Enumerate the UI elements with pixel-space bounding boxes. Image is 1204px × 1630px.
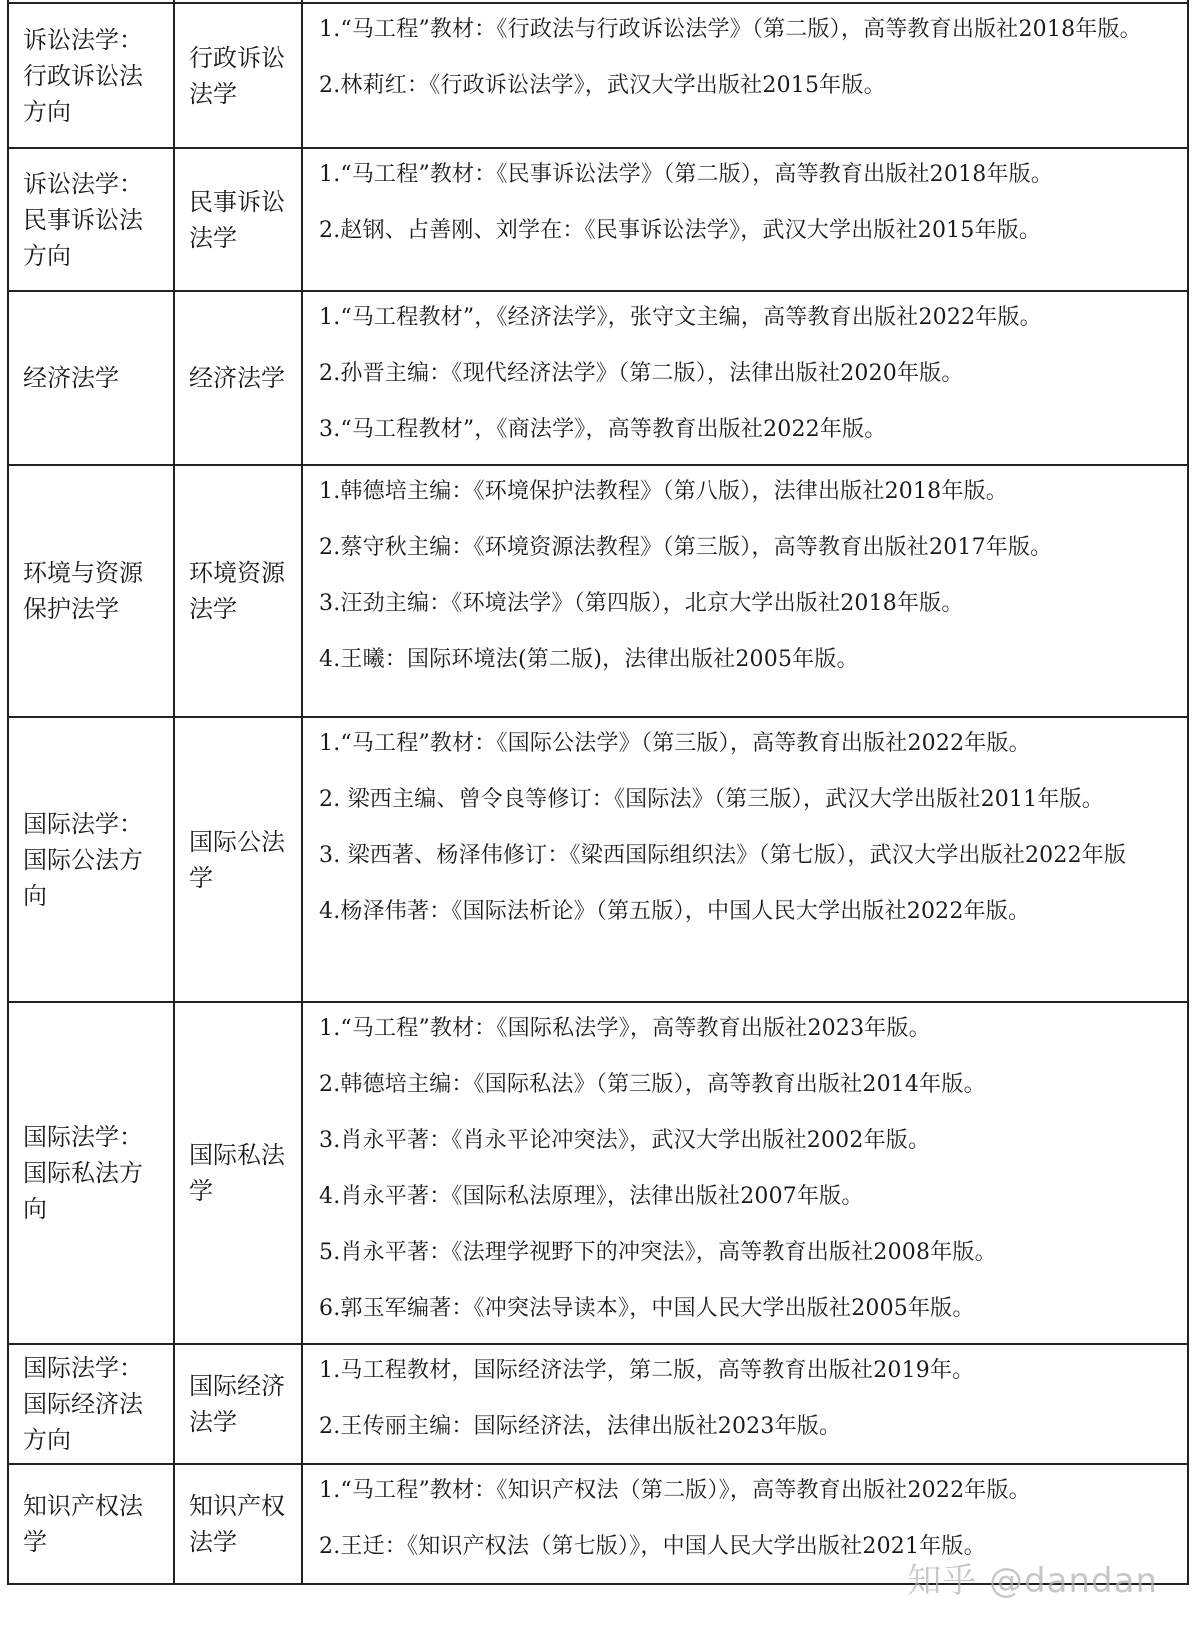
references-cell (302, 291, 1188, 465)
reference-item: 2.蔡守秋主编：《环境资源法教程》（第三版），高等教育出版社2017年版。 (319, 535, 1053, 560)
references-cell (302, 148, 1188, 291)
reference-item: 2.林莉红：《行政诉讼法学》，武汉大学出版社2015年版。 (319, 73, 886, 98)
references-cell (302, 3, 1188, 148)
references-cell (302, 1464, 1188, 1584)
reference-item: 2.孙晋主编：《现代经济法学》（第二版），法律出版社2020年版。 (319, 361, 964, 386)
references-cell (302, 465, 1188, 717)
table-row (8, 148, 1188, 291)
category-cell: 诉讼法学：民事诉讼法方向 (8, 148, 174, 291)
category-cell: 国际法学：国际私法方向 (8, 1002, 174, 1344)
reference-list (319, 1011, 1177, 1327)
table-row (8, 465, 1188, 717)
reference-item: 1.“马工程”教材：《民事诉讼法学》（第二版），高等教育出版社2018年版。 (319, 162, 1054, 187)
reference-item: 3.“马工程教材”，《商法学》，高等教育出版社2022年版。 (319, 417, 887, 442)
reference-item: 4.肖永平著：《国际私法原理》，法律出版社2007年版。 (319, 1184, 864, 1209)
reference-item: 2.赵钢、占善刚、刘学在：《民事诉讼法学》，武汉大学出版社2015年版。 (319, 218, 1042, 243)
course-cell: 国际私法学 (174, 1002, 302, 1344)
references-cell (302, 717, 1188, 1002)
reference-item: 2. 梁西主编、曾令良等修订：《国际法》（第三版），武汉大学出版社2011年版。 (319, 787, 1104, 812)
table-row (8, 717, 1188, 1002)
reference-list (319, 12, 1177, 104)
category-cell: 国际法学：国际公法方向 (8, 717, 174, 1002)
course-cell: 经济法学 (174, 291, 302, 465)
course-cell: 国际经济法学 (174, 1344, 302, 1464)
references-cell (302, 1344, 1188, 1464)
reference-list (319, 726, 1177, 930)
course-cell: 国际公法学 (174, 717, 302, 1002)
watermark: 知乎 @dandan (907, 1561, 1158, 1601)
table-row (8, 1344, 1188, 1464)
reference-item: 6.郭玉军编著：《冲突法导读本》，中国人民大学出版社2005年版。 (319, 1296, 975, 1321)
reference-item: 3. 梁西著、杨泽伟修订：《梁西国际组织法》（第七版），武汉大学出版社2022年版 (319, 843, 1127, 868)
reference-item: 1.“马工程”教材：《行政法与行政诉讼法学》（第二版），高等教育出版社2018年版。 (319, 17, 1142, 42)
reference-item: 3.汪劲主编：《环境法学》（第四版），北京大学出版社2018年版。 (319, 591, 964, 616)
reference-table-body (8, 0, 1188, 1584)
reference-item: 1.“马工程”教材：《国际公法学》（第三版），高等教育出版社2022年版。 (319, 731, 1031, 756)
table-row (8, 3, 1188, 148)
reference-item: 2.王传丽主编：国际经济法，法律出版社2023年版。 (319, 1414, 842, 1439)
reference-item: 1.“马工程”教材：《国际私法学》，高等教育出版社2023年版。 (319, 1016, 931, 1041)
reference-list (319, 157, 1177, 249)
category-cell: 知识产权法学 (8, 1464, 174, 1584)
reference-item: 5.肖永平著：《法理学视野下的冲突法》，高等教育出版社2008年版。 (319, 1240, 997, 1265)
category-cell: 环境与资源保护法学 (8, 465, 174, 717)
reference-item: 3.肖永平著：《肖永平论冲突法》，武汉大学出版社2002年版。 (319, 1128, 931, 1153)
reference-list (319, 1353, 1177, 1445)
course-cell: 行政诉讼法学 (174, 3, 302, 148)
reference-item: 1.“马工程教材”，《经济法学》，张守文主编，高等教育出版社2022年版。 (319, 305, 1042, 330)
category-cell: 经济法学 (8, 291, 174, 465)
reference-item: 1.韩德培主编：《环境保护法教程》（第八版），法律出版社2018年版。 (319, 479, 1008, 504)
reference-item: 1.“马工程”教材：《知识产权法（第二版）》，高等教育出版社2022年版。 (319, 1478, 1031, 1503)
reference-item: 2.韩德培主编：《国际私法》（第三版），高等教育出版社2014年版。 (319, 1072, 986, 1097)
reference-item: 4.杨泽伟著：《国际法析论》（第五版），中国人民大学出版社2022年版。 (319, 899, 1031, 924)
course-cell: 知识产权法学 (174, 1464, 302, 1584)
course-cell: 环境资源法学 (174, 465, 302, 717)
reference-list (319, 1473, 1177, 1565)
table-row (8, 1002, 1188, 1344)
reference-item: 2.王迁：《知识产权法（第七版）》，中国人民大学出版社2021年版。 (319, 1534, 986, 1559)
course-cell: 民事诉讼法学 (174, 148, 302, 291)
reference-item: 4.王曦：国际环境法(第二版)，法律出版社2005年版。 (319, 647, 859, 672)
category-cell: 诉讼法学：行政诉讼法方向 (8, 3, 174, 148)
reference-list (319, 300, 1177, 448)
table-row (8, 1464, 1188, 1584)
references-cell (302, 1002, 1188, 1344)
reference-table (7, 0, 1189, 1585)
table-row (8, 291, 1188, 465)
reference-list (319, 474, 1177, 678)
category-cell: 国际法学：国际经济法方向 (8, 1344, 174, 1464)
reference-item: 1.马工程教材，国际经济法学，第二版，高等教育出版社2019年。 (319, 1358, 975, 1383)
